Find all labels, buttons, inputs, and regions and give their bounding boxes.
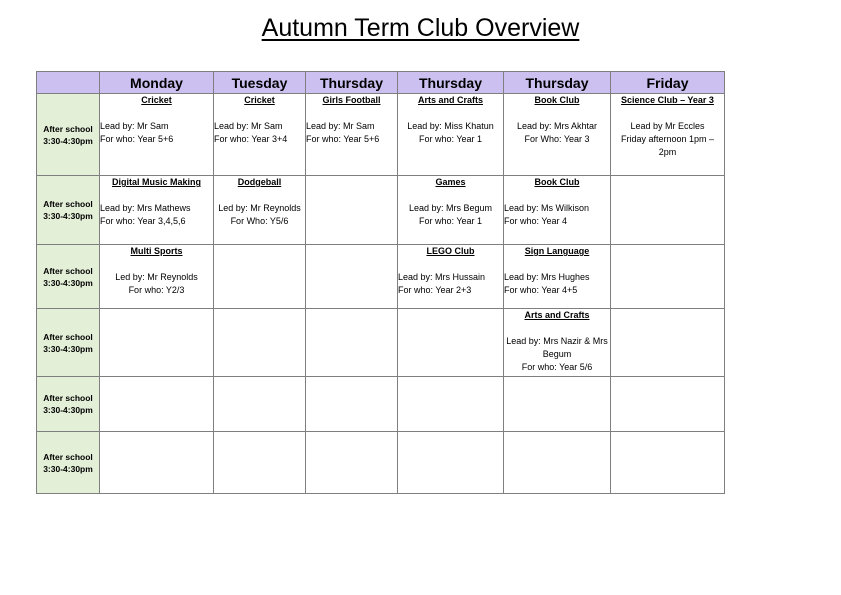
club-audience: For who: Year 5+6 (100, 134, 174, 144)
club-cell (100, 176, 214, 245)
time-slot-cell (37, 176, 100, 245)
club-cell (504, 432, 611, 494)
club-name: Girls Football (322, 95, 381, 105)
day-header: Tuesday (214, 72, 306, 94)
club-cell (306, 94, 398, 176)
time-slot-range: 3:30-4:30pm (43, 135, 93, 146)
club-cell (504, 176, 611, 245)
time-slot-label: After school (43, 265, 93, 276)
time-slot-cell (37, 377, 100, 432)
club-name: Dodgeball (237, 177, 282, 187)
timetable-row (37, 377, 725, 432)
club-cell (611, 245, 725, 309)
day-header: Friday (611, 72, 725, 94)
page-title: Autumn Term Club Overview (261, 14, 580, 42)
timetable-row (37, 245, 725, 309)
club-name: Cricket (141, 95, 172, 105)
time-slot-range: 3:30-4:30pm (43, 343, 93, 354)
club-cell (214, 94, 306, 176)
club-audience: For who: Year 2+3 (398, 285, 472, 295)
time-slot-cell (37, 432, 100, 494)
club-audience: For who: Year 4 (504, 216, 568, 226)
club-cell (611, 377, 725, 432)
time-slot-label: After school (43, 331, 93, 342)
spacer (398, 258, 503, 271)
day-header: Monday (100, 72, 214, 94)
club-leader: Lead by: Mrs Akhtar (516, 121, 598, 131)
spacer (306, 107, 397, 120)
club-cell (306, 309, 398, 377)
club-cell (306, 245, 398, 309)
club-cell (398, 377, 504, 432)
spacer (100, 258, 213, 271)
time-slot-cell (37, 245, 100, 309)
club-name: Sign Language (524, 246, 590, 256)
time-slot-label: After school (43, 199, 93, 209)
club-audience: For who: Year 1 (418, 216, 483, 226)
club-leader: Lead by: Miss Khatun (407, 121, 494, 131)
club-cell (611, 309, 725, 377)
club-leader: Lead by: Mr Sam (306, 121, 375, 131)
club-cell (100, 309, 214, 377)
club-cell (214, 176, 306, 245)
club-name: Games (435, 177, 466, 187)
club-name: Multi Sports (130, 246, 183, 256)
spacer (398, 107, 503, 120)
spacer (504, 258, 610, 271)
club-audience: For who: Y2/3 (128, 285, 185, 295)
club-name: Cricket (244, 95, 275, 105)
club-cell (611, 432, 725, 494)
club-leader: Lead by: Mr Sam (214, 121, 283, 131)
spacer (398, 189, 503, 202)
club-cell (306, 432, 398, 494)
club-cell (611, 94, 725, 176)
header-corner (37, 72, 100, 94)
club-cell (214, 245, 306, 309)
club-cell (100, 432, 214, 494)
time-slot-label: After school (43, 123, 93, 134)
day-header: Thursday (504, 72, 611, 94)
club-leader: Lead by: Mrs Begum (408, 203, 493, 213)
club-leader: Lead by Mr Eccles (630, 121, 705, 131)
club-cell (504, 94, 611, 176)
time-slot-range: 3:30-4:30pm (43, 463, 93, 474)
time-slot-cell (37, 309, 100, 377)
club-name: Arts and Crafts (524, 310, 590, 320)
club-audience: For Who: Year 3 (524, 134, 590, 144)
club-audience: Friday afternoon 1pm – 2pm (620, 134, 715, 157)
club-cell (504, 309, 611, 377)
spacer (504, 322, 610, 335)
club-name: Digital Music Making (111, 177, 201, 187)
time-slot-range: 3:30-4:30pm (43, 277, 93, 288)
club-cell (504, 245, 611, 309)
club-cell (100, 377, 214, 432)
timetable-row (37, 94, 725, 176)
club-leader: Lead by: Mr Sam (100, 121, 169, 131)
day-header: Thursday (398, 72, 504, 94)
club-cell (398, 432, 504, 494)
club-cell (306, 377, 398, 432)
club-cell (214, 432, 306, 494)
spacer (214, 189, 305, 202)
club-cell (398, 309, 504, 377)
club-cell (100, 245, 214, 309)
club-audience: For who: Year 1 (418, 134, 483, 144)
club-audience: For who: Year 5+6 (306, 134, 380, 144)
club-audience: For who: Year 4+5 (504, 285, 578, 295)
club-leader: Led by: Mr Reynolds (218, 203, 301, 213)
club-name: LEGO Club (426, 246, 475, 256)
header-row (37, 72, 725, 94)
timetable-row (37, 432, 725, 494)
club-leader: Lead by: Mrs Mathews (100, 203, 191, 213)
time-slot-cell (37, 94, 100, 176)
spacer (504, 107, 610, 120)
club-leader: Led by: Mr Reynolds (115, 272, 198, 282)
club-leader: Lead by: Mrs Hussain (398, 272, 486, 282)
club-audience: For who: Year 5/6 (521, 362, 593, 372)
spacer (611, 107, 724, 120)
club-name: Science Club – Year 3 (621, 95, 714, 105)
club-leader: Lead by: Ms Wilkison (504, 203, 590, 213)
spacer (100, 107, 213, 120)
club-cell (398, 94, 504, 176)
spacer (214, 107, 305, 120)
day-header: Thursday (306, 72, 398, 94)
club-cell (398, 176, 504, 245)
club-leader: Lead by: Mrs Hughes (504, 272, 590, 282)
club-cell (306, 176, 398, 245)
club-cell (214, 309, 306, 377)
club-audience: For Who: Y5/6 (230, 216, 289, 226)
club-audience: For who: Year 3+4 (214, 134, 288, 144)
time-slot-range: 3:30-4:30pm (43, 211, 93, 221)
time-slot-label: After school (43, 451, 93, 462)
club-cell (398, 245, 504, 309)
club-audience: For who: Year 3,4,5,6 (100, 216, 186, 226)
timetable-row (37, 309, 725, 377)
club-name: Book Club (534, 177, 580, 187)
spacer (100, 189, 213, 202)
club-name: Book Club (534, 95, 580, 105)
timetable-row (37, 176, 725, 245)
club-cell (100, 94, 214, 176)
club-cell (611, 176, 725, 245)
club-leader: Lead by: Mrs Nazir & Mrs Begum (506, 336, 608, 359)
club-cell (504, 377, 611, 432)
spacer (504, 189, 610, 202)
club-cell (214, 377, 306, 432)
club-name: Arts and Crafts (417, 95, 483, 105)
time-slot-range: 3:30-4:30pm (43, 405, 93, 415)
time-slot-label: After school (43, 393, 93, 403)
club-timetable (36, 71, 725, 494)
